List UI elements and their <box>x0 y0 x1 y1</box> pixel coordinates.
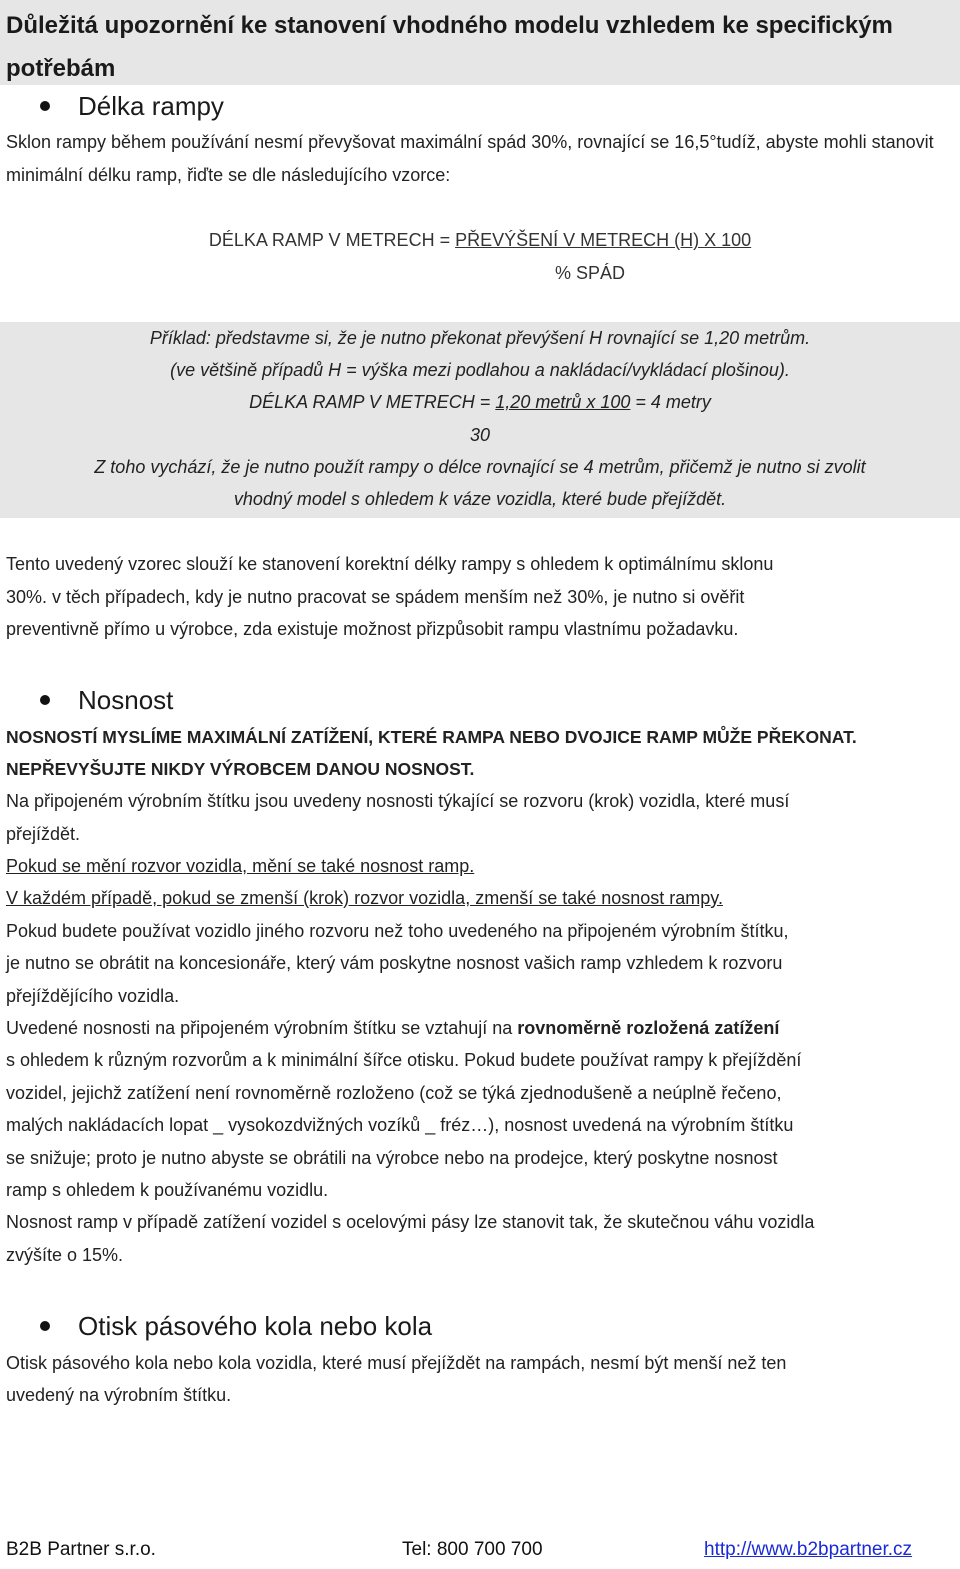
example-conclusion-1: Z toho vychází, že je nutno použít rampy o délce rovnající se 4 metrům, přičemž je nutno si zvolit <box>94 457 866 477</box>
capacity-p1-line-2: přejíždět. <box>6 824 81 844</box>
example-line-2: (ve většině případů H = výška mezi podlahou a nakládací/vykládací plošinou). <box>170 360 790 380</box>
section-heading-capacity <box>40 684 173 716</box>
heading-text: Otisk pásového kola nebo kola <box>78 1311 433 1341</box>
intro-paragraph: Sklon rampy během používání nesmí převyšovat maximální spád 30%, rovnající se 16,5°tudíž, abyste mohli stanovit minimální délku ramp, řiďte se dle následujícího vzorce: <box>6 132 934 185</box>
example-formula-right: = 4 metry <box>630 392 711 412</box>
underline-statement-2: V každém případě, pokud se zmenší (krok) rozvor vozidla, zmenší se také nosnost rampy. <box>6 888 723 908</box>
footprint-line-1: Otisk pásového kola nebo kola vozidla, které musí přejíždět na rampách, nesmí být menší než ten <box>6 1353 787 1373</box>
note-line-3: preventivně přímo u výrobce, zda existuje možnost přizpůsobit rampu vlastnímu požadavku. <box>6 619 739 639</box>
example-formula-numerator: 1,20 metrů x 100 <box>495 392 631 412</box>
example-formula-left: DÉLKA RAMP V METRECH = <box>249 392 496 412</box>
heading-text: Délka rampy <box>78 91 224 121</box>
bullet-icon <box>40 695 50 705</box>
heading-text: Nosnost <box>78 685 174 715</box>
footer-phone: Tel: 800 700 700 <box>402 1539 543 1560</box>
p3-bold: rovnoměrně rozložená zatížení <box>517 1018 780 1038</box>
section-heading-footprint <box>40 1310 432 1342</box>
example-line-1: Příklad: představme si, že je nutno překonat převýšení H rovnající se 1,20 metrům. <box>149 328 811 348</box>
capacity-p2-line-1: Pokud budete používat vozidlo jiného rozvoru než toho uvedeného na připojeném výrobním štítku, <box>6 921 789 941</box>
example-formula <box>0 386 960 419</box>
example-conclusion-2: vhodný model s ohledem k váze vozidla, které bude přejíždět. <box>233 489 727 509</box>
formula-numerator: PŘEVÝŠENÍ V METRECH (H) X 100 <box>455 230 752 250</box>
footprint-line-2: uvedený na výrobním štítku. <box>6 1385 232 1405</box>
capacity-p2-line-3: přejíždějícího vozidla. <box>6 986 180 1006</box>
p3-start: Uvedené nosnosti na připojeném výrobním štítku se vztahují na <box>6 1018 518 1038</box>
capacity-p2-line-2: je nutno se obrátit na koncesionáře, který vám poskytne nosnost vašich ramp vzhledem k rozvoru <box>6 953 783 973</box>
capacity-p1-line-1: Na připojeném výrobním štítku jsou uvedeny nosnosti týkající se rozvoru (krok) vozidla, které musí <box>6 791 790 811</box>
footer-company: B2B Partner s.r.o. <box>6 1539 156 1560</box>
capacity-p3-line-5: se snižuje; proto je nutno abyste se obrátili na výrobce nebo na prodejce, který poskytne nosnost <box>6 1148 778 1168</box>
capacity-p3-line-1 <box>6 1012 956 1045</box>
capacity-p3-line-2: s ohledem k různým rozvorům a k minimální šířce otisku. Pokud budete používat rampy k přejíždění <box>6 1050 802 1070</box>
caps-line-1: NOSNOSTÍ MYSLÍME MAXIMÁLNÍ ZATÍŽENÍ, KTERÉ RAMPA NEBO DVOJICE RAMP MŮŽE PŘEKONAT. <box>6 727 857 747</box>
bullet-icon <box>40 1321 50 1331</box>
capacity-p3-line-4: malých nakládacích lopat _ vysokozdvižných vozíků _ fréz…), nosnost uvedená na výrobním štítku <box>6 1115 794 1135</box>
capacity-p4-line-1: Nosnost ramp v případě zatížení vozidel s ocelovými pásy lze stanovit tak, že skutečnou váhu vozidla <box>6 1212 815 1232</box>
capacity-p3-line-3: vozidel, jejichž zatížení není rovnoměrně rozloženo (což se týká zjednodušeně a neúplně řečeno, <box>6 1083 782 1103</box>
example-formula-denominator: 30 <box>469 425 491 445</box>
footer-website-link[interactable]: http://www.b2bpartner.cz <box>704 1539 913 1560</box>
note-line-1: Tento uvedený vzorec slouží ke stanovení korektní délky rampy s ohledem k optimálnímu sklonu <box>6 554 774 574</box>
underline-statement-1: Pokud se mění rozvor vozidla, mění se také nosnost ramp. <box>6 856 475 876</box>
capacity-p3-line-6: ramp s ohledem k používanému vozidlu. <box>6 1180 329 1200</box>
section-heading-length <box>40 90 224 122</box>
page-title: Důležitá upozornění ke stanovení vhodného modelu vzhledem ke specifickým potřebám <box>6 12 893 82</box>
formula-left: DÉLKA RAMP V METRECH = <box>208 230 456 250</box>
capacity-p4-line-2: zvýšíte o 15%. <box>6 1245 124 1265</box>
bullet-icon <box>40 101 50 111</box>
formula-line <box>0 224 960 257</box>
caps-line-2: NEPŘEVYŠUJTE NIKDY VÝROBCEM DANOU NOSNOST. <box>6 759 475 779</box>
formula-denominator: % SPÁD <box>555 263 626 283</box>
note-line-2: 30%. v těch případech, kdy je nutno pracovat se spádem menším než 30%, je nutno si ověřit <box>6 587 745 607</box>
